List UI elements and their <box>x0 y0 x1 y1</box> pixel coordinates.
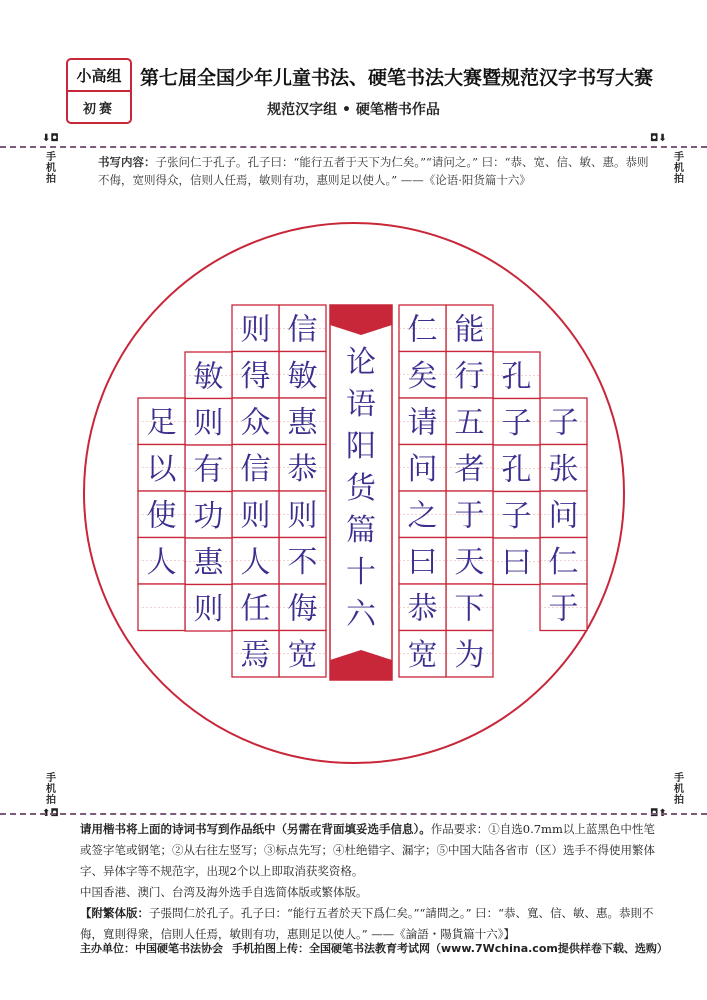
right-character: 张 <box>548 451 579 487</box>
right-character: 之 <box>407 498 438 534</box>
right-character: 子 <box>501 405 532 441</box>
requirements-overseas: 中国香港、澳门、台湾及海外选手自选简体版或繁体版。 <box>80 885 368 899</box>
right-character: 孔 <box>501 359 532 395</box>
left-character: 不 <box>287 544 318 580</box>
right-character: 仁 <box>407 312 438 348</box>
right-character: 问 <box>407 451 438 487</box>
right-character: 于 <box>454 498 485 534</box>
right-character: 五 <box>454 405 485 441</box>
title-strip-character: 六 <box>346 597 376 632</box>
right-character: 下 <box>454 591 485 627</box>
right-character: 于 <box>548 591 579 627</box>
requirements-list: 作品要求：①自选0.7mm以上蓝黑色中性笔或签字笔或钢笔；②从右往左竖写；③标点先写；④杜绝错字、漏字；⑤中国大陆各省市（区）选手不得使用繁体字、异体字等不规范字，出现2个以上即取消获奖资格。 <box>80 822 655 878</box>
traditional-label: 【附繁体版： <box>80 906 149 920</box>
right-character: 天 <box>454 544 485 580</box>
page-title: 第七届全国少年儿童书法、硬笔书法大赛暨规范汉字书写大赛 <box>140 67 654 89</box>
right-character: 请 <box>407 405 438 441</box>
left-character: 信 <box>240 451 271 487</box>
content-text: 子张问仁于孔子。孔子曰：“能行五者于天下为仁矣。”“请问之。” 曰：“恭、宽、信、敏、惠。恭则不侮，宽则得众，信则人任焉，敏则有功，惠则足以使人。” ——《论语·阳货篇十六》 <box>98 155 649 187</box>
page-subtitle: 规范汉字组 • 硬笔楷书作品 <box>267 102 440 118</box>
badge-group-label: 小高组 <box>68 60 130 92</box>
left-character: 得 <box>240 358 271 394</box>
left-character: 以 <box>146 451 177 487</box>
left-character: 人 <box>240 544 271 580</box>
grid-cell <box>138 584 185 631</box>
left-character: 则 <box>193 591 224 627</box>
title-strip-character: 十 <box>346 555 376 590</box>
right-character: 仁 <box>548 544 579 580</box>
left-character: 功 <box>193 498 224 534</box>
title-strip-character: 语 <box>346 387 376 422</box>
requirements-lead: 请用楷书将上面的诗词书写到作品纸中（另需在背面填妥选手信息）。 <box>80 822 431 836</box>
right-character: 者 <box>454 451 485 487</box>
left-character: 焉 <box>240 637 271 673</box>
content-label: 书写内容： <box>98 155 156 169</box>
phone-shoot-label: 手机拍 <box>674 152 684 185</box>
title-strip-character: 货 <box>346 471 376 506</box>
camera-arrow-icon: ⬆◘ <box>42 808 59 819</box>
title-strip <box>330 305 392 680</box>
camera-arrow-icon: ◘⬇ <box>650 133 667 144</box>
left-character: 信 <box>287 312 318 348</box>
left-character: 则 <box>240 498 271 534</box>
left-character: 人 <box>146 544 177 580</box>
left-character: 则 <box>240 312 271 348</box>
title-strip-character: 篇 <box>346 513 376 548</box>
right-character: 行 <box>454 358 485 394</box>
left-character: 足 <box>146 405 177 441</box>
right-character: 曰 <box>501 545 532 581</box>
left-character: 则 <box>287 498 318 534</box>
badge-stage-label: 初赛 <box>82 101 115 117</box>
title-strip-character: 阳 <box>346 429 376 464</box>
left-character: 则 <box>193 405 224 441</box>
traditional-text: 子張問仁於孔子。孔子曰：“能行五者於天下爲仁矣。”“請問之。” 曰：“恭、寬、信、敏、惠。恭則不侮，寬則得衆，信則人任焉，敏則有功，惠則足以使人。” ——《論語・陽貨篇十六》】 <box>80 906 654 941</box>
title-strip-text <box>346 345 378 632</box>
phone-shoot-label: 手机拍 <box>46 773 56 806</box>
camera-arrow-icon: ◘⬆ <box>650 808 667 819</box>
right-character: 曰 <box>407 544 438 580</box>
left-character: 有 <box>193 452 224 488</box>
phone-shoot-label: 手机拍 <box>46 152 56 185</box>
left-character: 宽 <box>287 637 318 673</box>
phone-shoot-label: 手机拍 <box>674 773 684 806</box>
left-character: 任 <box>240 591 271 627</box>
right-character: 问 <box>548 498 579 534</box>
right-character: 矣 <box>407 358 438 394</box>
title-strip-character: 论 <box>346 345 376 380</box>
upload-info-link[interactable]: 手机拍图上传：全国硬笔书法教育考试网（www.7Wchina.com提供样卷下载、选购） <box>232 942 668 955</box>
left-character: 惠 <box>193 545 224 581</box>
requirements-block <box>80 819 665 945</box>
right-character: 宽 <box>407 637 438 673</box>
right-character: 子 <box>501 498 532 534</box>
right-character: 恭 <box>407 591 438 627</box>
right-character: 子 <box>548 405 579 441</box>
left-character: 使 <box>146 498 177 534</box>
left-character: 敏 <box>287 358 318 394</box>
left-character: 恭 <box>287 451 318 487</box>
right-character: 孔 <box>501 452 532 488</box>
left-character: 惠 <box>287 405 318 441</box>
camera-arrow-icon: ⬇◘ <box>42 133 59 144</box>
left-character: 敏 <box>193 359 224 395</box>
left-character: 众 <box>240 405 271 441</box>
organizer-text: 主办单位：中国硬笔书法协会 <box>80 942 223 955</box>
right-character: 为 <box>454 637 485 673</box>
left-character: 侮 <box>287 591 318 627</box>
right-character: 能 <box>454 312 485 348</box>
